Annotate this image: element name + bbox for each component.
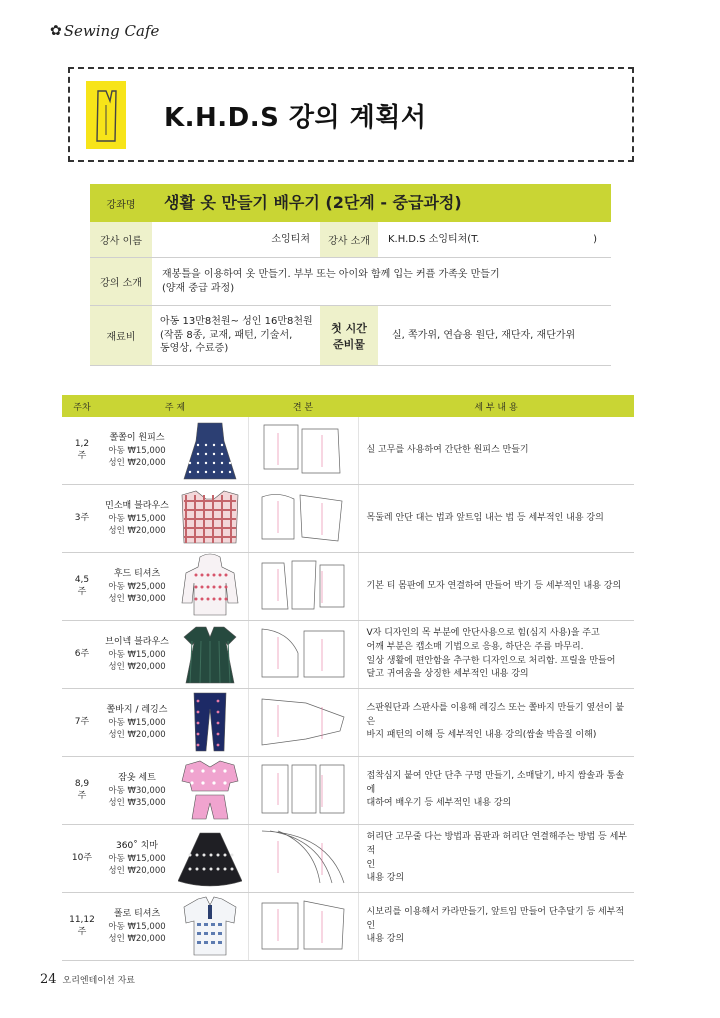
detail-line: 바지 패턴의 이해 등 세부적인 내용 강의(쌈솔 박음질 이해) [366, 730, 597, 741]
pattern-header: 견 본 [248, 395, 358, 417]
intro-close: ) [593, 233, 597, 245]
pajama-icon [178, 757, 242, 824]
topic-cell [102, 553, 172, 621]
schedule-row [62, 621, 634, 689]
garment-name: 브이넥 블라우스 [105, 636, 169, 647]
material-row [90, 306, 611, 366]
dress-icon [178, 417, 242, 484]
week-text: 3주 [74, 512, 90, 523]
lecture-line: 재봉틀을 이용하여 옷 만들기. 부부 또는 아이와 함께 입는 커플 가족옷 만들기 [162, 269, 500, 280]
detail-cell [358, 825, 634, 893]
child-price: 아동 ₩15,000 [108, 649, 166, 660]
prep-label-line: 첫 시간 [331, 321, 367, 335]
week-cell [62, 417, 102, 485]
pattern-sample-icon [257, 623, 349, 686]
detail-line: 일상 생활에 편안함을 추구한 디자인으로 처리함. 프릴을 만들어 [366, 655, 616, 666]
schedule-header [62, 395, 634, 417]
adult-price: 성인 ₩35,000 [108, 798, 166, 809]
detail-line: 시보리를 이용해서 카라만들기, 앞트임 만들어 단추달기 등 세부적인 [366, 906, 625, 931]
schedule-row [62, 757, 634, 825]
adult-price: 성인 ₩20,000 [108, 662, 166, 673]
garment-image-cell [172, 553, 248, 621]
course-name-row [90, 184, 611, 222]
week-cell [62, 757, 102, 825]
detail-cell [358, 757, 634, 825]
garment-name: 후드 티셔츠 [113, 568, 161, 579]
pattern-sample-icon [257, 691, 349, 754]
week-cell [62, 893, 102, 961]
instructor-row [90, 222, 611, 258]
week-text: 주 [77, 926, 87, 937]
detail-line: 목둘레 안단 대는 법과 앞트임 내는 법 등 세부적인 내용 강의 [366, 512, 604, 523]
detail-header: 세 부 내 용 [358, 395, 634, 417]
pattern-cell [248, 621, 358, 689]
title-box [68, 67, 634, 162]
detail-cell [358, 485, 634, 553]
material-value [152, 306, 320, 365]
material-label: 재료비 [90, 306, 152, 365]
detail-line: 기본 티 몸판에 모자 연결하여 만들어 박기 등 세부적인 내용 강의 [366, 580, 622, 591]
footer-text: 오리엔테이션 자료 [62, 976, 135, 986]
detail-line: 실 고무를 사용하여 간단한 원피스 만들기 [366, 444, 529, 455]
detail-line: 대하여 배우기 등 세부적인 내용 강의 [366, 798, 512, 809]
pattern-cell [248, 825, 358, 893]
garment-image-cell [172, 825, 248, 893]
child-price: 아동 ₩15,000 [108, 853, 166, 864]
vneck-icon [178, 621, 242, 688]
detail-line: 접착심지 붙여 안단 단추 구멍 만들기, 소매달기, 바지 쌈솔과 통솔에 [366, 770, 625, 795]
garment-image-cell [172, 893, 248, 961]
schedule-row [62, 485, 634, 553]
sewing-cafe-logo [50, 22, 159, 40]
pattern-sample-icon [257, 895, 349, 958]
topic-cell [102, 689, 172, 757]
topic-cell [102, 485, 172, 553]
pattern-sample-icon [257, 827, 349, 890]
pattern-cell [248, 893, 358, 961]
garment-image-cell [172, 621, 248, 689]
page-footer [40, 972, 135, 987]
detail-cell [358, 417, 634, 485]
topic-cell [102, 417, 172, 485]
detail-line: 허리단 고무줄 다는 방법과 몸판과 허리단 연결해주는 방법 등 세부적 [366, 831, 627, 856]
pattern-cell [248, 553, 358, 621]
detail-line: 달고 귀여움을 상징한 세부적인 내용 강의 [366, 669, 529, 680]
schedule-row [62, 553, 634, 621]
adult-price: 성인 ₩20,000 [108, 934, 166, 945]
week-text: 10주 [71, 852, 93, 863]
course-name: 생활 옷 만들기 배우기 (2단계 - 중급과정) [152, 184, 611, 222]
week-text: 11,12 [69, 914, 95, 925]
lecture-line: (양재 중급 과정) [162, 282, 235, 294]
pattern-cell [248, 485, 358, 553]
detail-cell [358, 893, 634, 961]
pattern-cell [248, 417, 358, 485]
week-cell [62, 621, 102, 689]
detail-line: 어깨 부분은 캡소매 기법으로 응용, 하단은 주름 마무리. [366, 641, 584, 652]
child-price: 아동 ₩15,000 [108, 717, 166, 728]
material-line: (작품 8종, 교재, 패턴, 기술서, [160, 329, 293, 341]
course-info-table [90, 184, 611, 366]
schedule-row [62, 893, 634, 961]
intro-value [378, 222, 611, 257]
week-header: 주차 [62, 395, 102, 417]
pattern-sample-icon [257, 555, 349, 618]
topic-header: 주 제 [102, 395, 248, 417]
topic-cell [102, 893, 172, 961]
week-text: 4,5 [74, 574, 90, 585]
schedule-row [62, 689, 634, 757]
adult-price: 성인 ₩20,000 [108, 866, 166, 877]
week-cell [62, 825, 102, 893]
lecture-label: 강의 소개 [90, 258, 152, 305]
lecture-value [152, 258, 611, 305]
detail-line: 내용 강의 [366, 873, 405, 884]
logo-text: Sewing Cafe [63, 22, 160, 40]
garment-image-cell [172, 689, 248, 757]
adult-price: 성인 ₩30,000 [108, 594, 166, 605]
week-text: 주 [77, 790, 87, 801]
detail-cell [358, 689, 634, 757]
garment-image-cell [172, 417, 248, 485]
garment-name: 잠옷 세트 [118, 772, 156, 783]
schedule-row [62, 417, 634, 485]
prep-value: 실, 쪽가위, 연습용 원단, 재단자, 재단가위 [378, 306, 611, 365]
page-number: 24 [40, 972, 57, 987]
intro-label: 강사 소개 [320, 222, 378, 257]
pattern-piece-icon [86, 81, 126, 149]
week-text: 6주 [74, 648, 90, 659]
detail-cell [358, 621, 634, 689]
topic-cell [102, 621, 172, 689]
child-price: 아동 ₩15,000 [108, 445, 166, 456]
pattern-sample-icon [257, 487, 349, 550]
blouse-icon [178, 485, 242, 552]
leggings-icon [178, 689, 242, 756]
child-price: 아동 ₩30,000 [108, 785, 166, 796]
material-line: 아동 13만8천원~ 성인 16만8천원 [160, 316, 313, 328]
garment-name: 폴로 티셔츠 [113, 908, 161, 919]
course-label: 강좌명 [90, 184, 152, 222]
pattern-sample-icon [257, 419, 349, 482]
topic-cell [102, 825, 172, 893]
pattern-sample-icon [257, 759, 349, 822]
garment-image-cell [172, 485, 248, 553]
prep-label [320, 306, 378, 365]
garment-name: 360˚ 치마 [116, 840, 158, 851]
detail-cell [358, 553, 634, 621]
child-price: 아동 ₩15,000 [108, 513, 166, 524]
prep-label-line: 준비물 [333, 337, 365, 351]
instructor-name: 소잉티쳐 [152, 222, 320, 257]
schedule-row [62, 825, 634, 893]
skirt-icon [178, 825, 242, 892]
garment-name: 쫄바지 / 레깅스 [106, 704, 168, 715]
pattern-cell [248, 757, 358, 825]
detail-line: 내용 강의 [366, 934, 405, 945]
garment-name: 민소매 블라우스 [105, 500, 169, 511]
week-text: 주 [77, 586, 87, 597]
child-price: 아동 ₩15,000 [108, 921, 166, 932]
flower-icon: ✿ [50, 23, 62, 39]
child-price: 아동 ₩25,000 [108, 581, 166, 592]
pattern-cell [248, 689, 358, 757]
lecture-row [90, 258, 611, 306]
polo-icon [178, 893, 242, 960]
adult-price: 성인 ₩20,000 [108, 458, 166, 469]
week-cell [62, 553, 102, 621]
adult-price: 성인 ₩20,000 [108, 526, 166, 537]
week-text: 7주 [74, 716, 90, 727]
topic-cell [102, 757, 172, 825]
week-cell [62, 689, 102, 757]
week-text: 8,9 [74, 778, 90, 789]
garment-image-cell [172, 757, 248, 825]
intro-text: K.H.D.S 소잉티쳐(T. [388, 233, 480, 245]
garment-name: 쫄쫄이 원피스 [109, 432, 165, 443]
detail-line: 스판원단과 스판사를 이용해 레깅스 또는 쫄바지 만들기 옆선이 붙은 [366, 702, 625, 727]
week-cell [62, 485, 102, 553]
instructor-label: 강사 이름 [90, 222, 152, 257]
week-text: 주 [77, 450, 87, 461]
page-title: K.H.D.S 강의 계획서 [164, 103, 427, 133]
adult-price: 성인 ₩20,000 [108, 730, 166, 741]
week-text: 1,2 [74, 438, 90, 449]
detail-line: V자 디자인의 목 부분에 안단사용으로 힘(심지 사용)을 주고 [366, 627, 600, 638]
schedule-table [62, 395, 634, 961]
detail-line: 인 [366, 859, 376, 870]
material-line: 동영상, 수료증) [160, 343, 229, 355]
hoodie-icon [178, 553, 242, 620]
